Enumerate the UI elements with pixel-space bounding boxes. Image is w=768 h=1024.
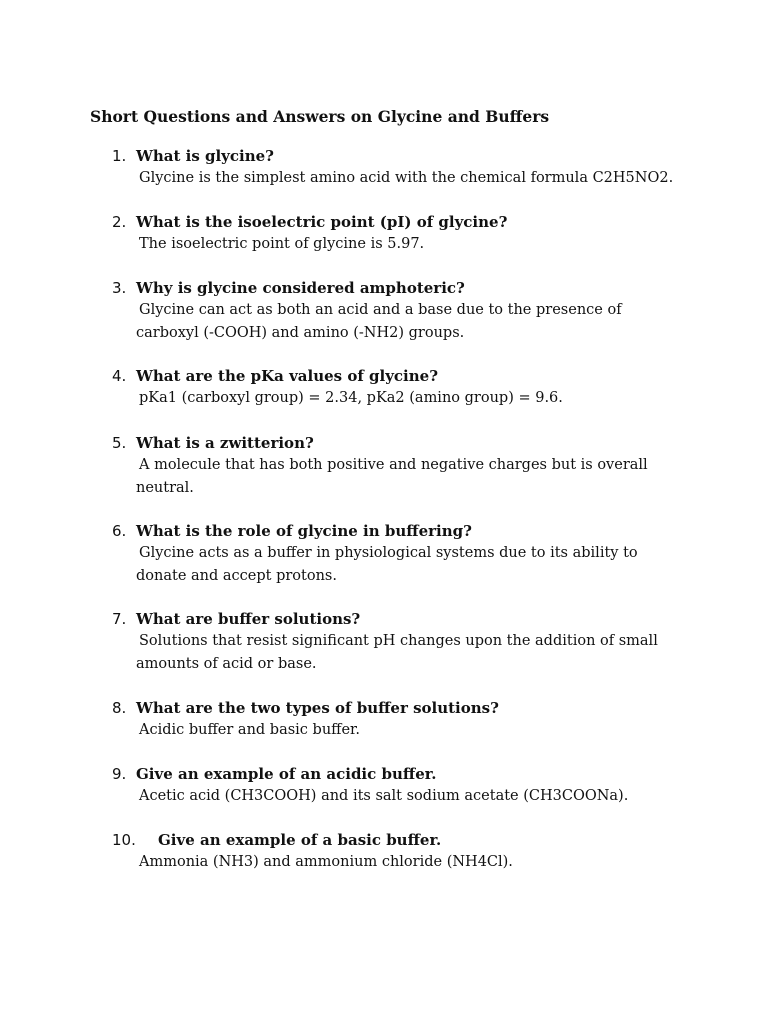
item-number: 9. [112, 765, 127, 783]
item-number: 1. [112, 147, 127, 165]
document-title: Short Questions and Answers on Glycine and Buffers [90, 107, 550, 126]
answer-text: Ammonia (NH3) and ammonium chloride (NH4Cl). [139, 854, 513, 870]
item-number: 6. [112, 522, 127, 540]
item-number: 7. [112, 610, 127, 628]
item-number: 2. [112, 213, 127, 231]
answer-text: Solutions that resist significant pH changes upon the addition of small amounts of acid or base. [136, 633, 658, 672]
question-text: What is a zwitterion? [136, 434, 314, 452]
answer-text: A molecule that has both positive and negative charges but is overall neutral. [136, 457, 648, 496]
question-text: What is glycine? [136, 147, 274, 165]
item-number: 8. [112, 699, 127, 717]
question-text: Give an example of a basic buffer. [158, 831, 442, 849]
answer-text: Acidic buffer and basic buffer. [139, 722, 360, 738]
question-text: What is the isoelectric point (pI) of glycine? [136, 213, 508, 231]
answer-text: pKa1 (carboxyl group) = 2.34, pKa2 (amino group) = 9.6. [139, 390, 563, 406]
question-text: What is the role of glycine in buffering? [136, 522, 472, 540]
question-text: What are the pKa values of glycine? [136, 367, 438, 385]
item-number: 3. [112, 279, 127, 297]
answer-text: Glycine is the simplest amino acid with the chemical formula C2H5NO2. [139, 170, 674, 186]
answer-text: The isoelectric point of glycine is 5.97. [139, 236, 425, 252]
item-number: 10. [112, 831, 136, 849]
question-text: Why is glycine considered amphoteric? [136, 279, 465, 297]
question-text: Give an example of an acidic buffer. [136, 765, 437, 783]
answer-text: Glycine can act as both an acid and a base due to the presence of carboxyl (-COOH) and amino (-NH2) groups. [136, 302, 622, 341]
question-text: What are buffer solutions? [136, 610, 361, 628]
answer-text: Glycine acts as a buffer in physiological systems due to its ability to donate and accept protons. [136, 545, 638, 584]
answer-text: Acetic acid (CH3COOH) and its salt sodium acetate (CH3COONa). [139, 788, 629, 804]
item-number: 4. [112, 367, 127, 385]
item-number: 5. [112, 434, 127, 452]
question-text: What are the two types of buffer solutions? [136, 699, 499, 717]
